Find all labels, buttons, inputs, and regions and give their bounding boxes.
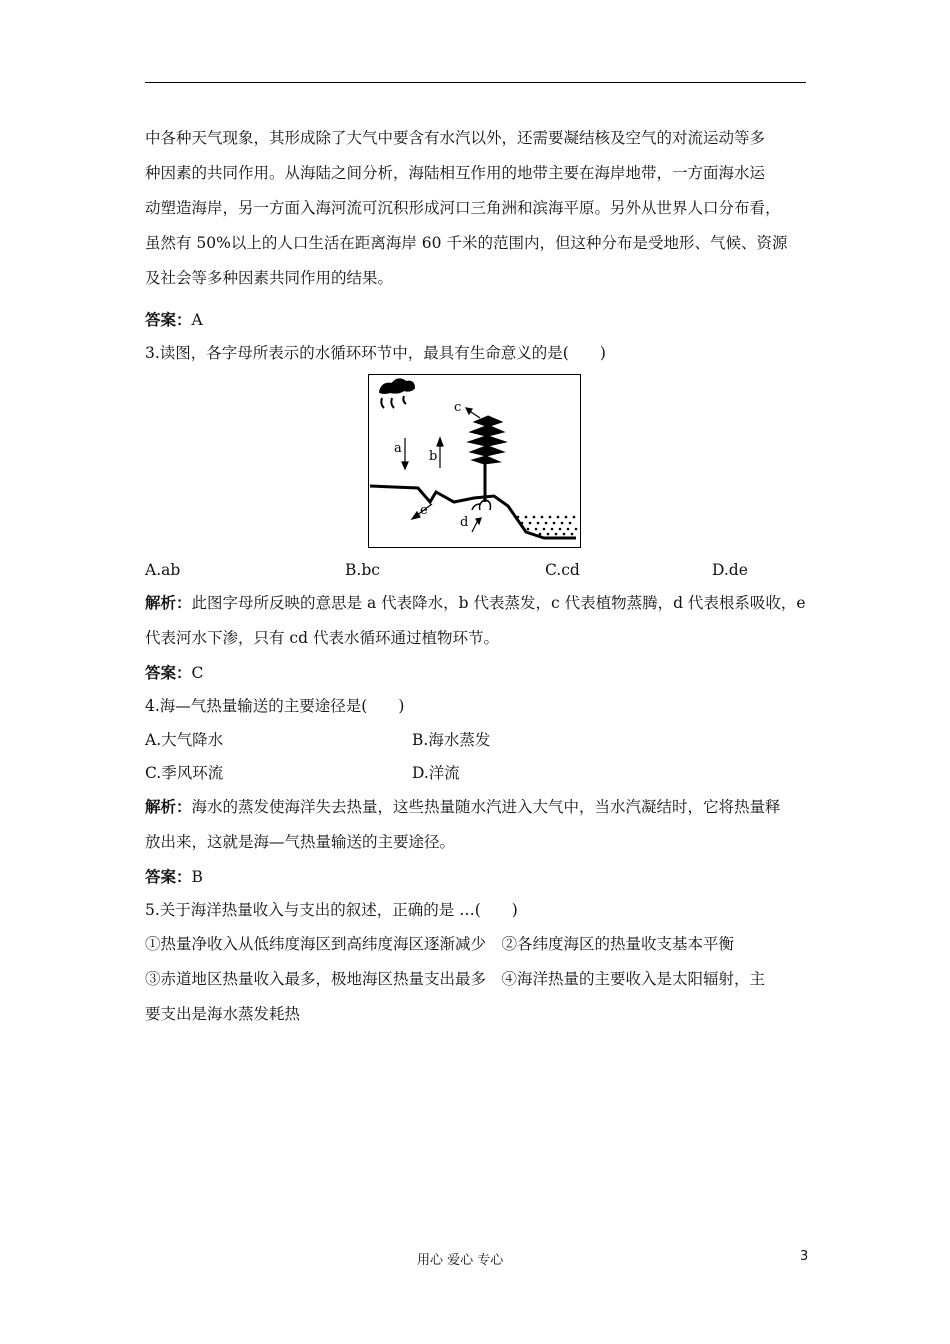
analysis-text: 海水的蒸发使海洋失去热量，这些热量随水汽进入大气中，当水汽凝结时，它将热量释	[191, 798, 781, 816]
answer-value: A	[191, 311, 203, 329]
footer-slogan: 用心 爱心 专心	[417, 1253, 504, 1268]
q3-option-a: A.ab	[145, 561, 181, 579]
question-4-stem: 4.海—气热量输送的主要途径是( )	[145, 697, 405, 715]
analysis-label: 解析：	[145, 593, 192, 612]
question-5-stem: 5.关于海洋热量收入与支出的叙述，正确的是 …( )	[145, 901, 518, 919]
header-rule	[145, 82, 806, 83]
q4-analysis-line: 放出来，这就是海—气热量输送的主要途径。	[145, 833, 456, 851]
page-number: 3	[800, 1249, 809, 1264]
q4-option-b: B.海水蒸发	[412, 731, 491, 749]
label-a: a	[394, 441, 402, 456]
label-e: e	[420, 503, 428, 518]
q4-analysis-line	[145, 797, 781, 817]
paragraph-line: 及社会等多种因素共同作用的结果。	[145, 269, 394, 287]
question-3-stem: 3.读图，各字母所表示的水循环环节中，最具有生命意义的是( )	[145, 344, 606, 362]
q5-statement-line: 要支出是海水蒸发耗热	[145, 1005, 301, 1023]
paragraph-line: 种因素的共同作用。从海陆之间分析，海陆相互作用的地带主要在海岸地带，一方面海水运	[145, 164, 766, 182]
answer-line	[145, 663, 203, 683]
answer-value: C	[191, 664, 204, 682]
analysis-label: 解析：	[145, 797, 192, 816]
q5-statement-line: ①热量净收入从低纬度海区到高纬度海区逐渐减少 ②各纬度海区的热量收支基本平衡	[145, 935, 735, 953]
q3-option-c: C.cd	[545, 561, 580, 579]
paragraph-line: 中各种天气现象，其形成除了大气中要含有水汽以外，还需要凝结核及空气的对流运动等多	[145, 129, 766, 147]
analysis-text: 此图字母所反映的意思是 a 代表降水，b 代表蒸发，c 代表植物蒸腾，d 代表根系吸收，e	[191, 594, 806, 612]
label-b: b	[429, 449, 438, 464]
q3-analysis-line	[145, 593, 806, 613]
q3-option-d: D.de	[712, 561, 748, 579]
answer-value: B	[191, 868, 203, 886]
q3-option-b: B.bc	[345, 561, 380, 579]
answer-line	[145, 867, 203, 887]
answer-label: 答案：	[145, 867, 192, 886]
q4-option-c: C.季风环流	[145, 764, 224, 782]
water-cycle-figure	[368, 374, 581, 548]
q5-statement-line: ③赤道地区热量收入最多，极地海区热量支出最多 ④海洋热量的主要收入是太阳辐射，主	[145, 970, 766, 988]
label-d: d	[460, 515, 469, 530]
answer-label: 答案：	[145, 310, 192, 329]
q3-analysis-line: 代表河水下渗，只有 cd 代表水循环通过植物环节。	[145, 629, 499, 647]
answer-label: 答案：	[145, 663, 192, 682]
paragraph-line: 虽然有 50%以上的人口生活在距离海岸 60 千米的范围内，但这种分布是受地形、气候、资源	[145, 234, 788, 252]
answer-line	[145, 310, 203, 330]
label-c: c	[454, 400, 462, 415]
paragraph-line: 动塑造海岸，另一方面入海河流可沉积形成河口三角洲和滨海平原。另外从世界人口分布看，	[145, 199, 781, 217]
q4-option-d: D.洋流	[412, 764, 460, 782]
q4-option-a: A.大气降水	[145, 731, 224, 749]
